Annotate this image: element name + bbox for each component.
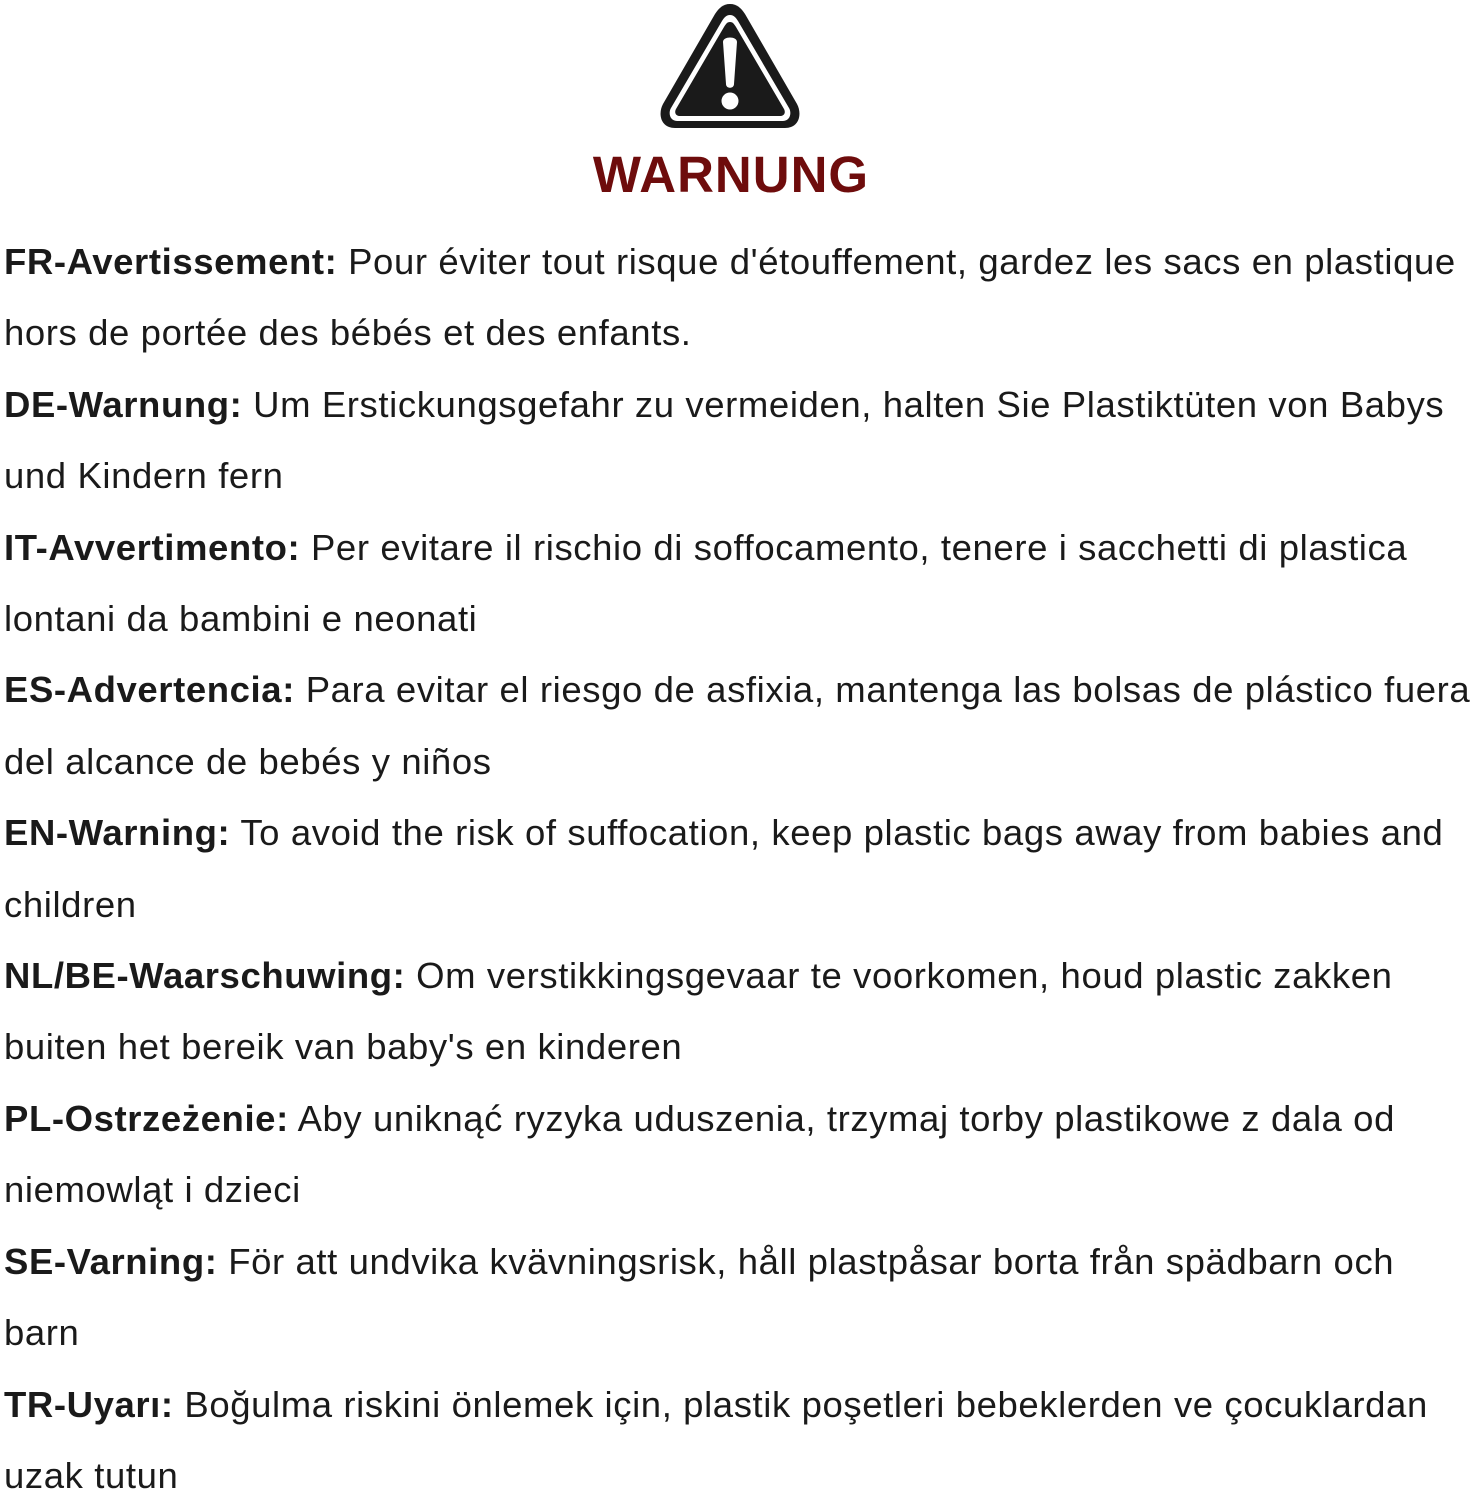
entry-text: För att undvika kvävningsrisk, håll plastpåsar borta från spädbarn och barn [4,1241,1394,1353]
warning-list [4,226,1474,1511]
entry-label: IT-Avvertimento: [4,527,300,568]
warning-entry-en [4,797,1474,940]
warning-entry-fr [4,226,1474,369]
entry-text: Para evitar el riesgo de asfixia, mantenga las bolsas de plástico fuera del alcance de bebés y niños [4,669,1470,781]
warning-triangle-icon [655,0,805,135]
entry-label: EN-Warning: [4,812,230,853]
entry-label: TR-Uyarı: [4,1384,174,1425]
warning-entry-es [4,654,1474,797]
entry-text: Boğulma riskini önlemek için, plastik poşetleri bebeklerden ve çocuklardan uzak tutun [4,1384,1428,1496]
entry-label: DE-Warnung: [4,384,242,425]
entry-text: To avoid the risk of suffocation, keep plastic bags away from babies and children [4,812,1443,924]
entry-label: FR-Avertissement: [4,241,337,282]
entry-text: Aby uniknąć ryzyka uduszenia, trzymaj torby plastikowe z dala od niemowląt i dzieci [4,1098,1395,1210]
entry-label: NL/BE-Waarschuwing: [4,955,405,996]
entry-label: ES-Advertencia: [4,669,295,710]
entry-text: Per evitare il rischio di soffocamento, tenere i sacchetti di plastica lontani da bambini e neonati [4,527,1407,639]
warning-header [0,0,1477,215]
warning-entry-it [4,512,1474,655]
entry-text: Om verstikkingsgevaar te voorkomen, houd plastic zakken buiten het bereik van baby's en kinderen [4,955,1393,1067]
warning-entry-de [4,369,1474,512]
warning-entry-se [4,1226,1474,1369]
entry-label: PL-Ostrzeżenie: [4,1098,289,1139]
entry-label: SE-Varning: [4,1241,217,1282]
warning-entry-pl [4,1083,1474,1226]
entry-text: Pour éviter tout risque d'étouffement, gardez les sacs en plastique hors de portée des bébés et des enfants. [4,241,1456,353]
warning-entry-tr [4,1369,1474,1511]
page-title: WARNUNG [0,146,1462,204]
entry-text: Um Erstickungsgefahr zu vermeiden, halten Sie Plastiktüten von Babys und Kindern fern [4,384,1444,496]
warning-entry-nl-be [4,940,1474,1083]
